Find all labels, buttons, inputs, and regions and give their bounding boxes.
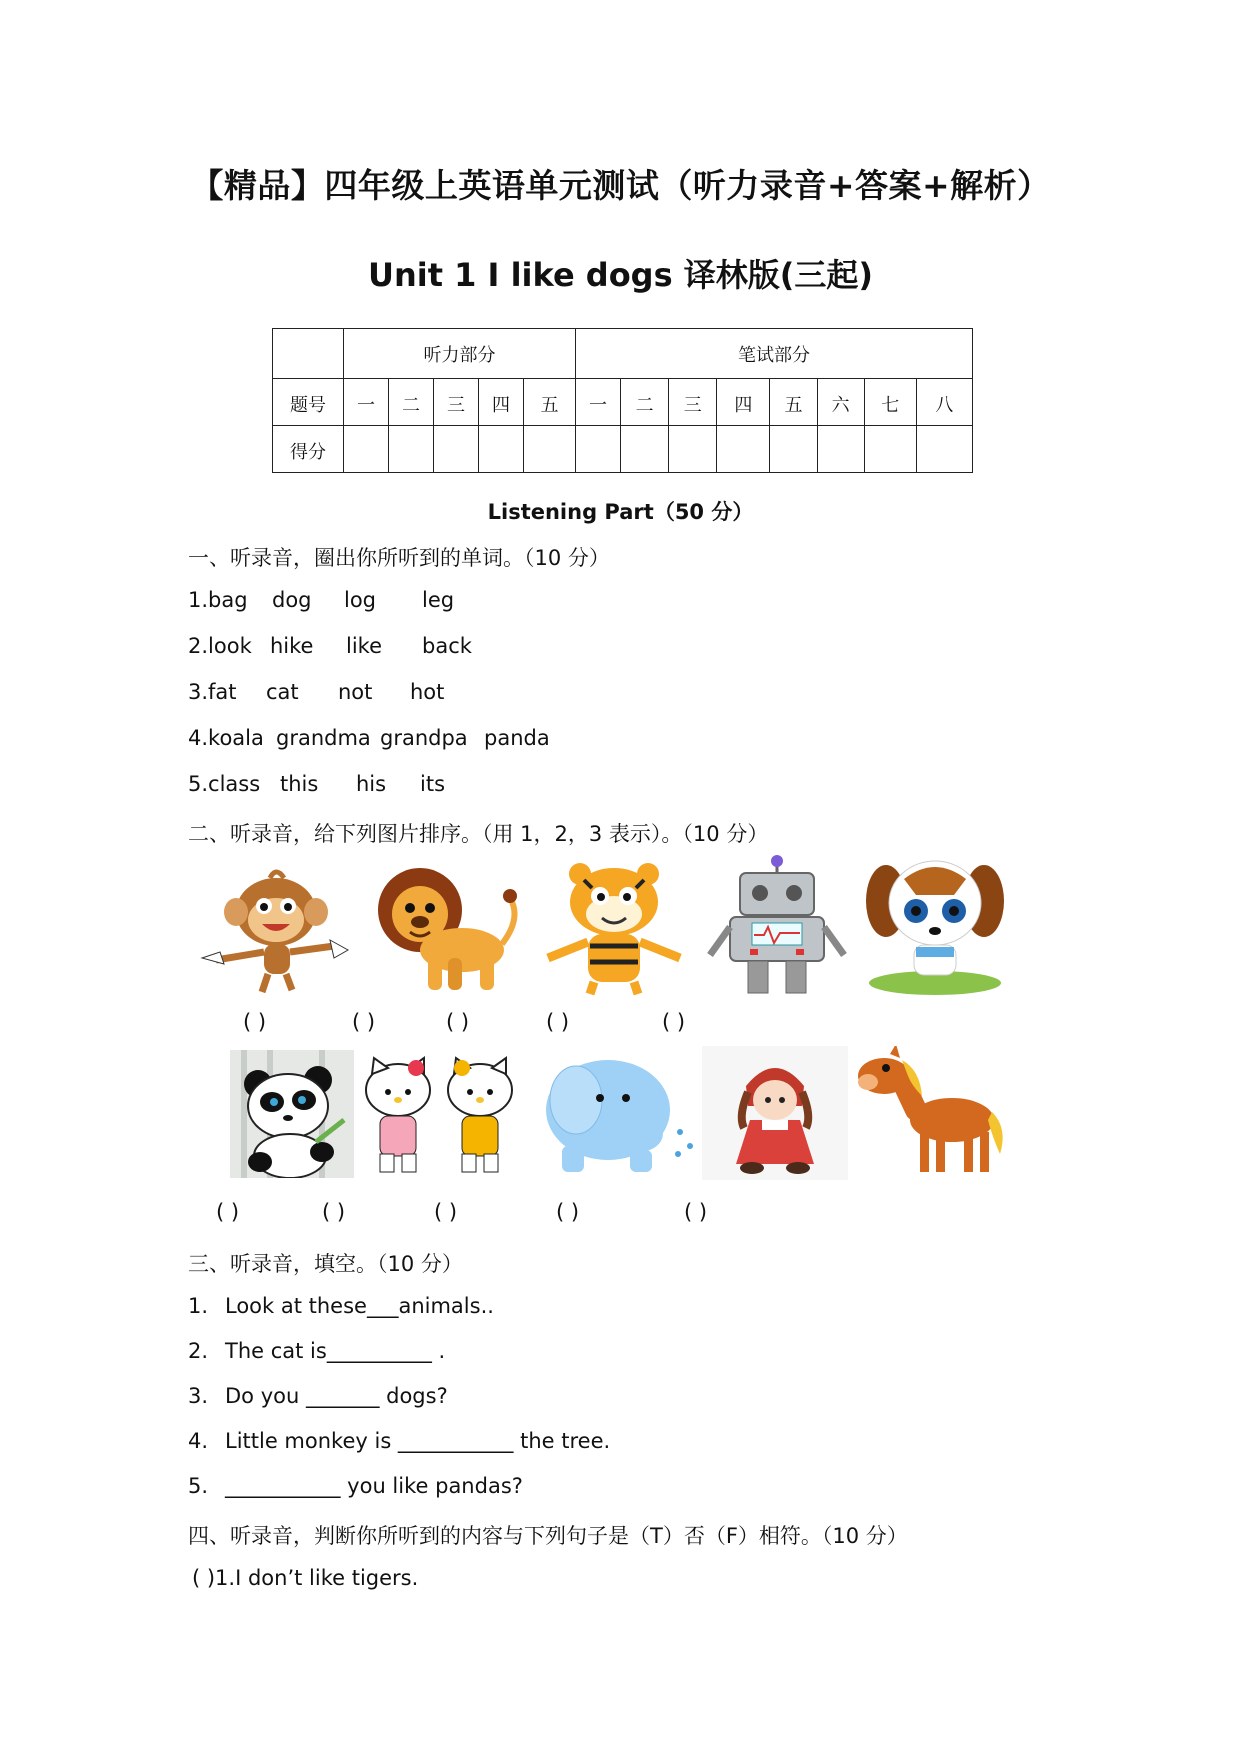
fill-blank-item bbox=[188, 1339, 445, 1363]
question-number-cell: 一 bbox=[576, 379, 621, 426]
answer-blank[interactable]: ( ) bbox=[684, 1200, 708, 1224]
score-cell[interactable] bbox=[434, 426, 479, 473]
panda-picture bbox=[230, 1050, 354, 1178]
word-option[interactable]: log bbox=[344, 588, 377, 612]
table-corner-cell bbox=[273, 329, 344, 379]
fill-blank-item bbox=[188, 1294, 494, 1318]
score-cell[interactable] bbox=[621, 426, 669, 473]
item-text: Do you _______ dogs? bbox=[225, 1384, 448, 1408]
word-option[interactable]: like bbox=[346, 634, 383, 658]
question-number-cell: 四 bbox=[479, 379, 524, 426]
word-option[interactable]: cat bbox=[266, 680, 299, 704]
score-cell[interactable] bbox=[576, 426, 621, 473]
word-row bbox=[188, 588, 454, 612]
score-cell[interactable] bbox=[717, 426, 770, 473]
answer-blank[interactable]: ( ) bbox=[434, 1200, 458, 1224]
score-cell[interactable] bbox=[817, 426, 864, 473]
score-cell[interactable] bbox=[669, 426, 717, 473]
question-number-cell: 六 bbox=[817, 379, 864, 426]
answer-blank[interactable]: ( ) bbox=[243, 1010, 267, 1034]
true-false-item[interactable]: ( )1.I don’t like tigers. bbox=[192, 1566, 419, 1590]
fill-blank-item bbox=[188, 1429, 610, 1453]
answer-blank[interactable]: ( ) bbox=[352, 1010, 376, 1034]
question-number-cell: 七 bbox=[864, 379, 916, 426]
word-option[interactable]: his bbox=[356, 772, 387, 796]
word-row bbox=[188, 772, 445, 796]
word-option[interactable]: back bbox=[422, 634, 472, 658]
item-text: ___________ you like pandas? bbox=[225, 1474, 523, 1498]
item-text: Little monkey is ___________ the tree. bbox=[225, 1429, 611, 1453]
question-number-cell: 三 bbox=[669, 379, 717, 426]
answer-blank[interactable]: ( ) bbox=[322, 1200, 346, 1224]
word-option[interactable]: hike bbox=[270, 634, 314, 658]
question-number-cell: 二 bbox=[621, 379, 669, 426]
row-label-number: 题号 bbox=[273, 379, 344, 426]
word-option[interactable]: 3.fat bbox=[188, 680, 237, 704]
item-number: 4. bbox=[188, 1429, 209, 1453]
word-option[interactable]: this bbox=[280, 772, 319, 796]
word-row bbox=[188, 634, 472, 658]
word-row bbox=[188, 726, 550, 750]
section-4-title: 四、听录音，判断你所听到的内容与下列句子是（T）否（F）相符。（10 分） bbox=[188, 1524, 908, 1548]
question-number-cell: 五 bbox=[770, 379, 817, 426]
dog-picture bbox=[864, 855, 1006, 998]
answer-blank[interactable]: ( ) bbox=[556, 1200, 580, 1224]
section-1-title: 一、听录音，圈出你所听到的单词。（10 分） bbox=[188, 546, 610, 570]
page-subtitle: Unit 1 I like dogs 译林版(三起) bbox=[367, 256, 874, 294]
row-label-score: 得分 bbox=[273, 426, 344, 473]
word-option[interactable]: not bbox=[338, 680, 373, 704]
listening-group-header: 听力部分 bbox=[344, 329, 576, 379]
doll-picture bbox=[702, 1046, 848, 1180]
fill-blank-item bbox=[188, 1474, 523, 1498]
lion-picture bbox=[362, 858, 527, 998]
item-text: Look at these___animals.. bbox=[225, 1294, 494, 1318]
word-option[interactable]: 4.koala bbox=[188, 726, 264, 750]
monkey-picture bbox=[196, 860, 356, 998]
writing-group-header: 笔试部分 bbox=[576, 329, 973, 379]
item-number: 5. bbox=[188, 1474, 209, 1498]
question-number-cell: 八 bbox=[916, 379, 972, 426]
answer-blank[interactable]: ( ) bbox=[662, 1010, 686, 1034]
elephant-picture bbox=[538, 1050, 700, 1180]
score-cell[interactable] bbox=[389, 426, 434, 473]
score-cell[interactable] bbox=[864, 426, 916, 473]
word-option[interactable]: grandpa bbox=[380, 726, 468, 750]
score-cell[interactable] bbox=[344, 426, 389, 473]
word-option[interactable]: dog bbox=[272, 588, 312, 612]
item-number: 2. bbox=[188, 1339, 209, 1363]
fill-blank-item bbox=[188, 1384, 448, 1408]
word-option[interactable]: its bbox=[420, 772, 446, 796]
score-table bbox=[272, 328, 973, 473]
listening-part-heading: Listening Part（50 分） bbox=[487, 500, 754, 524]
answer-blank[interactable]: ( ) bbox=[216, 1200, 240, 1224]
word-option[interactable]: 5.class bbox=[188, 772, 261, 796]
answer-blank[interactable]: ( ) bbox=[446, 1010, 470, 1034]
answer-blank[interactable]: ( ) bbox=[546, 1010, 570, 1034]
word-option[interactable]: 2.look bbox=[188, 634, 252, 658]
score-cell[interactable] bbox=[524, 426, 576, 473]
item-number: 3. bbox=[188, 1384, 209, 1408]
robot-picture bbox=[700, 855, 855, 998]
question-number-cell: 三 bbox=[434, 379, 479, 426]
item-text: The cat is__________ . bbox=[225, 1339, 446, 1363]
score-cell[interactable] bbox=[479, 426, 524, 473]
section-2-title: 二、听录音，给下列图片排序。（用 1，2，3 表示）。（10 分） bbox=[188, 822, 769, 846]
page-title: 【精品】四年级上英语单元测试（听力录音+答案+解析） bbox=[190, 166, 1051, 205]
question-number-cell: 四 bbox=[717, 379, 770, 426]
word-row bbox=[188, 680, 444, 704]
item-number: 1. bbox=[188, 1294, 209, 1318]
word-option[interactable]: hot bbox=[410, 680, 445, 704]
score-cell[interactable] bbox=[770, 426, 817, 473]
word-option[interactable]: panda bbox=[484, 726, 550, 750]
word-option[interactable]: leg bbox=[422, 588, 455, 612]
word-option[interactable]: grandma bbox=[276, 726, 371, 750]
table-row bbox=[273, 426, 973, 473]
question-number-cell: 二 bbox=[389, 379, 434, 426]
question-number-cell: 五 bbox=[524, 379, 576, 426]
question-number-cell: 一 bbox=[344, 379, 389, 426]
score-cell[interactable] bbox=[916, 426, 972, 473]
table-row bbox=[273, 379, 973, 426]
horse-picture bbox=[856, 1046, 1008, 1180]
tiger-picture bbox=[534, 858, 694, 998]
hello-kitty-picture bbox=[360, 1050, 520, 1178]
word-option[interactable]: 1.bag bbox=[188, 588, 248, 612]
section-3-title: 三、听录音，填空。（10 分） bbox=[188, 1252, 463, 1276]
